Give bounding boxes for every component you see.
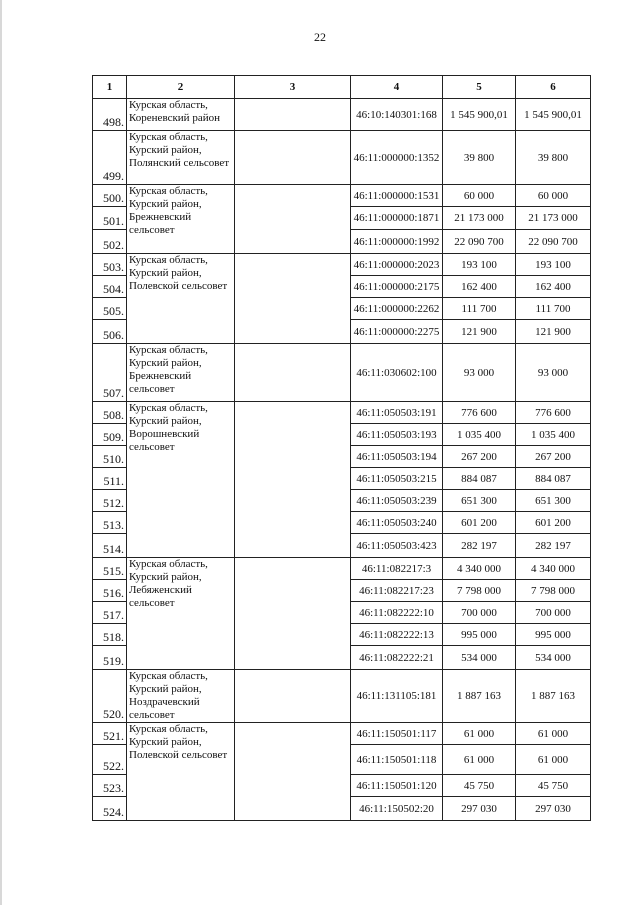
cadastral-number: 46:11:050503:240 [351, 512, 443, 534]
cadastral-number: 46:11:000000:1352 [351, 131, 443, 185]
value-col5: 534 000 [443, 646, 516, 670]
row-number: 502. [93, 230, 127, 254]
column-header: 1 [93, 76, 127, 99]
column-header: 2 [127, 76, 235, 99]
row-number: 514. [93, 534, 127, 558]
empty-cell [235, 254, 351, 344]
cadastral-number: 46:11:050503:423 [351, 534, 443, 558]
cadastral-number: 46:11:050503:193 [351, 424, 443, 446]
region-cell: Курская область, Курский район, Брежневский сельсовет [127, 344, 235, 402]
value-col5: 121 900 [443, 320, 516, 344]
row-number: 510. [93, 446, 127, 468]
cadastral-number: 46:11:150501:117 [351, 723, 443, 745]
row-number: 521. [93, 723, 127, 745]
value-col6: 93 000 [516, 344, 591, 402]
scan-edge [0, 0, 2, 905]
region-cell: Курская область, Курский район, Полевской сельсовет [127, 254, 235, 344]
value-col6: 61 000 [516, 723, 591, 745]
value-col6: 193 100 [516, 254, 591, 276]
column-header: 4 [351, 76, 443, 99]
value-col6: 1 887 163 [516, 670, 591, 723]
cadastral-number: 46:11:131105:181 [351, 670, 443, 723]
row-number: 508. [93, 402, 127, 424]
column-header: 3 [235, 76, 351, 99]
cadastral-number: 46:11:050503:191 [351, 402, 443, 424]
row-number: 504. [93, 276, 127, 298]
value-col6: 7 798 000 [516, 580, 591, 602]
region-cell: Курская область, Курский район, Полянский сельсовет [127, 131, 235, 185]
value-col6: 45 750 [516, 775, 591, 797]
cadastral-number: 46:11:082222:10 [351, 602, 443, 624]
value-col5: 651 300 [443, 490, 516, 512]
row-number: 515. [93, 558, 127, 580]
cadastral-number: 46:11:150501:120 [351, 775, 443, 797]
row-number: 511. [93, 468, 127, 490]
cadastral-number: 46:11:000000:2262 [351, 298, 443, 320]
value-col5: 193 100 [443, 254, 516, 276]
row-number: 501. [93, 207, 127, 230]
row-number: 522. [93, 745, 127, 775]
table-row [93, 558, 591, 580]
empty-cell [235, 723, 351, 821]
region-cell: Курская область, Кореневский район [127, 99, 235, 131]
cadastral-number: 46:11:000000:2275 [351, 320, 443, 344]
table-row [93, 344, 591, 402]
value-col5: 7 798 000 [443, 580, 516, 602]
header-row [93, 76, 591, 99]
page-number: 22 [314, 30, 326, 44]
cadastral-number: 46:11:150501:118 [351, 745, 443, 775]
table-row [93, 254, 591, 276]
cadastral-number: 46:11:150502:20 [351, 797, 443, 821]
value-col5: 21 173 000 [443, 207, 516, 230]
row-number: 513. [93, 512, 127, 534]
value-col6: 1 035 400 [516, 424, 591, 446]
value-col5: 4 340 000 [443, 558, 516, 580]
value-col6: 776 600 [516, 402, 591, 424]
value-col6: 121 900 [516, 320, 591, 344]
value-col5: 111 700 [443, 298, 516, 320]
value-col5: 267 200 [443, 446, 516, 468]
value-col5: 995 000 [443, 624, 516, 646]
region-cell: Курская область, Курский район, Полевской сельсовет [127, 723, 235, 821]
cadastral-number: 46:11:082217:23 [351, 580, 443, 602]
value-col6: 297 030 [516, 797, 591, 821]
cadastral-number: 46:10:140301:168 [351, 99, 443, 131]
cadastral-number: 46:11:000000:2023 [351, 254, 443, 276]
row-number: 500. [93, 185, 127, 207]
value-col6: 995 000 [516, 624, 591, 646]
value-col6: 267 200 [516, 446, 591, 468]
empty-cell [235, 131, 351, 185]
value-col5: 884 087 [443, 468, 516, 490]
value-col6: 60 000 [516, 185, 591, 207]
cadastral-number: 46:11:000000:1531 [351, 185, 443, 207]
value-col5: 61 000 [443, 723, 516, 745]
table-row [93, 402, 591, 424]
empty-cell [235, 402, 351, 558]
row-number: 519. [93, 646, 127, 670]
cadastral-number: 46:11:050503:239 [351, 490, 443, 512]
empty-cell [235, 344, 351, 402]
value-col5: 61 000 [443, 745, 516, 775]
value-col6: 4 340 000 [516, 558, 591, 580]
value-col5: 297 030 [443, 797, 516, 821]
table-row [93, 99, 591, 131]
table-body [93, 99, 591, 821]
value-col6: 162 400 [516, 276, 591, 298]
empty-cell [235, 99, 351, 131]
empty-cell [235, 558, 351, 670]
cadastral-number: 46:11:082222:13 [351, 624, 443, 646]
value-col6: 111 700 [516, 298, 591, 320]
row-number: 506. [93, 320, 127, 344]
value-col6: 21 173 000 [516, 207, 591, 230]
value-col5: 22 090 700 [443, 230, 516, 254]
cadastral-number: 46:11:082222:21 [351, 646, 443, 670]
region-cell: Курская область, Курский район, Брежневский сельсовет [127, 185, 235, 254]
value-col5: 162 400 [443, 276, 516, 298]
table-row [93, 185, 591, 207]
cadastral-number: 46:11:082217:3 [351, 558, 443, 580]
column-header: 5 [443, 76, 516, 99]
value-col6: 22 090 700 [516, 230, 591, 254]
value-col6: 884 087 [516, 468, 591, 490]
row-number: 523. [93, 775, 127, 797]
row-number: 503. [93, 254, 127, 276]
row-number: 512. [93, 490, 127, 512]
value-col6: 651 300 [516, 490, 591, 512]
cadastral-number: 46:11:050503:194 [351, 446, 443, 468]
row-number: 505. [93, 298, 127, 320]
cadastral-number: 46:11:030602:100 [351, 344, 443, 402]
region-cell: Курская область, Курский район, Лебяженский сельсовет [127, 558, 235, 670]
row-number: 516. [93, 580, 127, 602]
region-cell: Курская область, Курский район, Ворошневский сельсовет [127, 402, 235, 558]
row-number: 507. [93, 344, 127, 402]
row-number: 499. [93, 131, 127, 185]
table-row [93, 131, 591, 185]
row-number: 524. [93, 797, 127, 821]
value-col5: 601 200 [443, 512, 516, 534]
row-number: 518. [93, 624, 127, 646]
value-col6: 534 000 [516, 646, 591, 670]
column-header: 6 [516, 76, 591, 99]
cadastral-number: 46:11:050503:215 [351, 468, 443, 490]
row-number: 509. [93, 424, 127, 446]
value-col5: 282 197 [443, 534, 516, 558]
value-col5: 60 000 [443, 185, 516, 207]
region-cell: Курская область, Курский район, Ноздрачевский сельсовет [127, 670, 235, 723]
row-number: 520. [93, 670, 127, 723]
value-col6: 39 800 [516, 131, 591, 185]
empty-cell [235, 670, 351, 723]
value-col5: 93 000 [443, 344, 516, 402]
row-number: 517. [93, 602, 127, 624]
value-col5: 45 750 [443, 775, 516, 797]
value-col5: 1 545 900,01 [443, 99, 516, 131]
row-number: 498. [93, 99, 127, 131]
cadastral-number: 46:11:000000:2175 [351, 276, 443, 298]
value-col6: 61 000 [516, 745, 591, 775]
cadastral-number: 46:11:000000:1992 [351, 230, 443, 254]
table-row [93, 723, 591, 745]
value-col5: 776 600 [443, 402, 516, 424]
value-col5: 39 800 [443, 131, 516, 185]
value-col6: 601 200 [516, 512, 591, 534]
value-col6: 1 545 900,01 [516, 99, 591, 131]
value-col5: 1 887 163 [443, 670, 516, 723]
registry-table [92, 75, 591, 821]
cadastral-number: 46:11:000000:1871 [351, 207, 443, 230]
value-col5: 1 035 400 [443, 424, 516, 446]
value-col5: 700 000 [443, 602, 516, 624]
value-col6: 282 197 [516, 534, 591, 558]
table-row [93, 670, 591, 723]
empty-cell [235, 185, 351, 254]
value-col6: 700 000 [516, 602, 591, 624]
